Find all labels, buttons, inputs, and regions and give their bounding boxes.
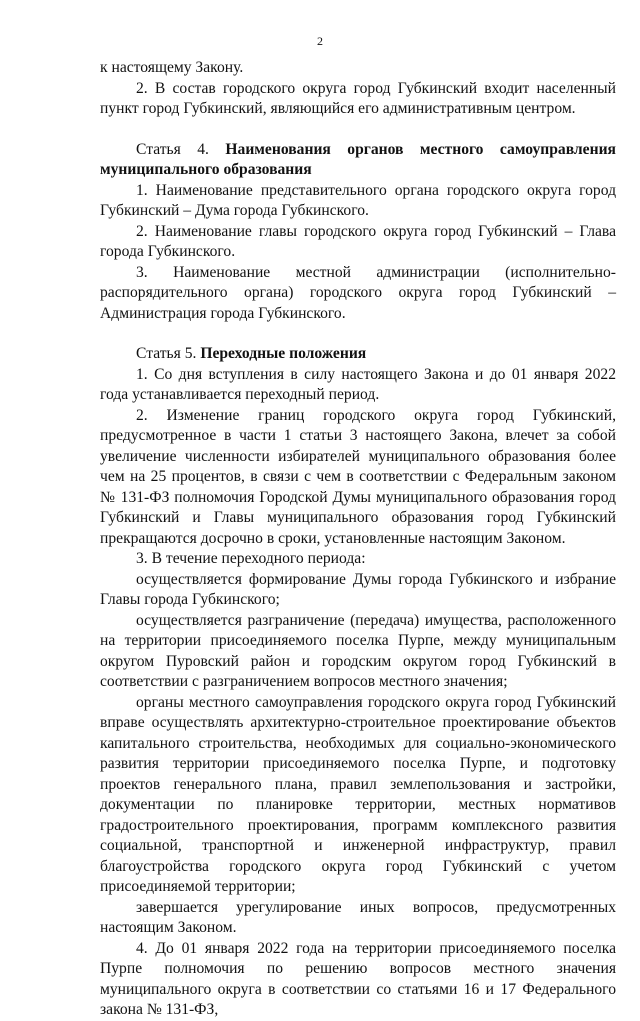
spacer (100, 120, 616, 140)
article-5-item: органы местного самоуправления городского округа город Губкинский вправе осуществлять архитектурно-строительное проектирование объектов капитального строительства, необходимых для социально-экономического развития территории присоединяемого поселка Пурпе, и подготовку проектов генерального плана, правил землепользования и застройки, документации по планировке территории, местных нормативов градостроительного проектирования, программ комплексного развития социальной, транспортной и инженерной инфраструктур, правил благоустройства городского округа город Губкинский с учетом присоединяемой территории; (100, 693, 616, 895)
article-4-item: 1. Наименование представительного органа городского округа город Губкинский – Дума города Губкинского. (100, 181, 616, 219)
article-5-item: 1. Со дня вступления в силу настоящего Закона и до 01 января 2022 года устанавливается переходный период. (100, 365, 616, 403)
article-4-label: Статья 4. (136, 140, 209, 158)
article-4-item: 2. Наименование главы городского округа город Губкинский – Глава города Губкинского. (100, 222, 616, 260)
paragraph: 2. В состав городского округа город Губкинский входит населенный пункт город Губкинский, являющийся его административным центром. (100, 79, 616, 117)
page-number: 2 (317, 34, 323, 48)
article-4-item: 3. Наименование местной администрации (исполнительно-распорядительного органа) городского округа город Губкинский – Администрация города Губкинского. (100, 263, 616, 322)
article-5-title: Переходные положения (200, 345, 367, 362)
article-5-item: завершается урегулирование иных вопросов, предусмотренных настоящим Законом. (100, 898, 616, 936)
article-5-label: Статья 5. (136, 345, 197, 362)
document-body (100, 58, 616, 1021)
spacer (100, 324, 616, 344)
article-5-item: осуществляется формирование Думы города Губкинского и избрание Главы города Губкинского; (100, 570, 616, 608)
article-5-item: 4. До 01 января 2022 года на территории присоединяемого поселка Пурпе полномочия по решению вопросов местного значения муниципального округа в соответствии со статьями 16 и 17 Федерального закона № 131-ФЗ, (100, 939, 616, 1018)
article-4-title: Наименования органов местного самоуправления муниципального образования (100, 140, 616, 178)
article-5-item: 3. В течение переходного периода: (136, 550, 366, 567)
article-5-heading (100, 344, 616, 365)
article-5-item: 2. Изменение границ городского округа город Губкинский, предусмотренное в части 1 статьи 3 настоящего Закона, влечет за собой увеличение численности избирателей муниципального образования более чем на 25 процентов, в связи с чем в соответствии с Федеральным законом № 131-ФЗ полномочия Городской Думы муниципального образования город Губкинский и Главы муниципального образования город Губкинский прекращаются досрочно в сроки, установленные настоящим Законом. (100, 406, 616, 547)
paragraph: к настоящему Закону. (100, 59, 244, 76)
article-5-item: осуществляется разграничение (передача) имущества, расположенного на территории присоединяемого поселка Пурпе, между муниципальным округом Пуровский район и городским округом город Губкинский в соответствии с разграничением вопросов местного значения; (100, 611, 616, 690)
article-4-heading (100, 140, 616, 181)
